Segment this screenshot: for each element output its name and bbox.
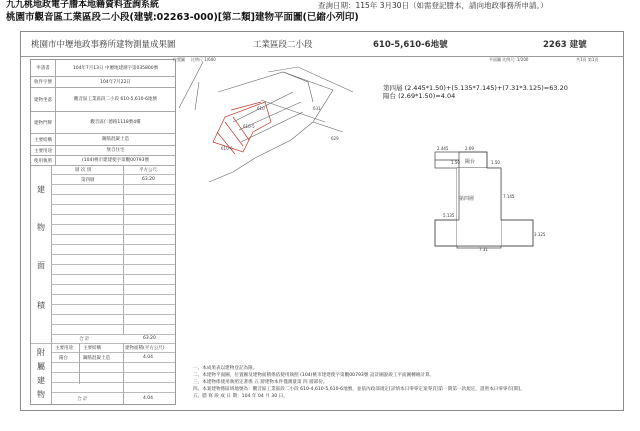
svg-text:7.31: 7.31 — [479, 247, 488, 252]
balcony-label: 陽台 — [465, 159, 476, 165]
info-row: 主要結構 鋼筋混凝土造 — [31, 134, 175, 146]
page-indicator: 共1頁 第1頁 — [576, 57, 599, 62]
location-map-label: 位置圖 — [173, 57, 185, 62]
svg-text:1.50: 1.50 — [491, 160, 500, 165]
total-label: 合 計 — [79, 337, 90, 342]
svg-text:2.69: 2.69 — [465, 146, 474, 151]
note-line: 一、本成果表以建物登記為限。 — [193, 366, 258, 371]
info-row: 建物門牌 觀音區仁德路1118號4樓 — [31, 112, 175, 134]
formula-line-1: 第四層 (2.445*1.50)+(5.135*7.145)+(7.31*3.125)=63.20 — [383, 84, 568, 92]
svg-text:7.145: 7.145 — [503, 194, 515, 199]
info-row: 建物坐落 觀音區工業區段二小段 610-5,610-6地號 — [31, 88, 175, 112]
area-formula — [383, 84, 568, 100]
floor-plan — [421, 138, 546, 252]
total-value: 63.20 — [143, 336, 156, 341]
side-label-wu: 物 — [37, 223, 45, 232]
survey-sheet — [20, 31, 624, 411]
svg-text:5.135: 5.135 — [443, 213, 455, 218]
svg-text:3.125: 3.125 — [534, 232, 546, 237]
svg-text:610-5: 610-5 — [243, 124, 255, 129]
office-title: 桃園市中壢地政事務所建物測量成果圖 — [31, 40, 176, 50]
floor-header-area: 平方公尺 — [139, 168, 157, 173]
floor-name: 第四層 — [81, 178, 95, 183]
svg-text:610: 610 — [257, 106, 265, 111]
side-label-ji: 積 — [37, 301, 45, 310]
building-number: 2263 建號 — [543, 40, 587, 50]
formula-line-2: 陽台 (2.69*1.50)=4.04 — [383, 92, 456, 100]
side-label-mian: 面 — [37, 261, 45, 270]
svg-text:1.50: 1.50 — [451, 160, 460, 165]
svg-text:610-6: 610-6 — [221, 146, 233, 151]
note-line: 五、謄 寫 竣 成 日 期：104 年 04 月 30 日。 — [193, 394, 288, 399]
floor-label: 第四層 — [459, 196, 475, 202]
print-date: 查詢日期：115年 3月30日（如需登記謄本，請向地政事務所申請。） — [318, 1, 548, 10]
note-line: 四、本案建物係區域地號為：觀音區工業區段二小段 610-4,610-5,610-6地號，並依內政部規定[詳情本日零零定案零頁]第一期第一款規定，證照本日零零有[期]。 — [193, 387, 525, 392]
notes — [193, 365, 525, 400]
side-label-jian: 建 — [37, 185, 45, 194]
info-row: 申請書 104年7月13日 中壢地建測字第035800號 — [31, 60, 175, 77]
floor-header-layer: 層 次 別 — [75, 168, 92, 173]
info-row: 主要用途 無自住宅 — [31, 146, 175, 156]
note-line: 二、本建物平面圖，位置圖及建物面積係依使用執照 (104)桃市建建使字第觀00793號 設計圖說竣工平面圖轉繪計算。 — [193, 373, 435, 378]
info-row: 使用執照 (104)桃市建建使字第觀00793號 — [31, 156, 175, 166]
info-table: 申請書 104年7月13日 中壢地建測字第035800號 收件字號 104年7月22日 建物坐落 觀音區工業區段二小段 610-5,610-6地號 建物門牌 觀音區仁德路1118號4樓 主要結構 鋼筋混凝土造 主要用途 無自住宅 使用執照 (104)桃市建建使字第觀00793號 層 次 別 平方公尺 第四層 63.20 建 物 面 積 合 計 63.20 主要用途 主要結構 建物面積(平方公尺) 陽台 鋼筋混凝土造 4.04 附 屬 建 物 合 計 4.04 — [30, 59, 176, 405]
svg-text:2.445: 2.445 — [437, 146, 449, 151]
location-map-scale: 比例尺 1/600 — [191, 57, 216, 62]
location-map — [173, 62, 373, 192]
sheet-header — [21, 32, 623, 57]
svg-text:629: 629 — [331, 136, 339, 141]
section-name: 工業區段二小段 — [253, 40, 313, 50]
system-title: 九九桃地政電子謄本地籍資料查詢系統 — [6, 0, 160, 10]
document-title: 桃園市觀音區工業區段二小段(建號:02263-000)[第二類]建物平面圖(已縮小列印) — [6, 12, 359, 23]
info-row: 收件字號 104年7月22日 — [31, 77, 175, 88]
plan-scale: 平面圖 比例尺: 1/200 — [489, 57, 529, 62]
floor-area: 63.20 — [142, 177, 155, 182]
lot-number: 610-5,610-6地號 — [373, 40, 448, 50]
svg-text:631: 631 — [313, 106, 321, 111]
note-line: 三、本建物係使用執照定著係 五 層建物本件僅測量第 四 層部份。 — [193, 380, 328, 385]
